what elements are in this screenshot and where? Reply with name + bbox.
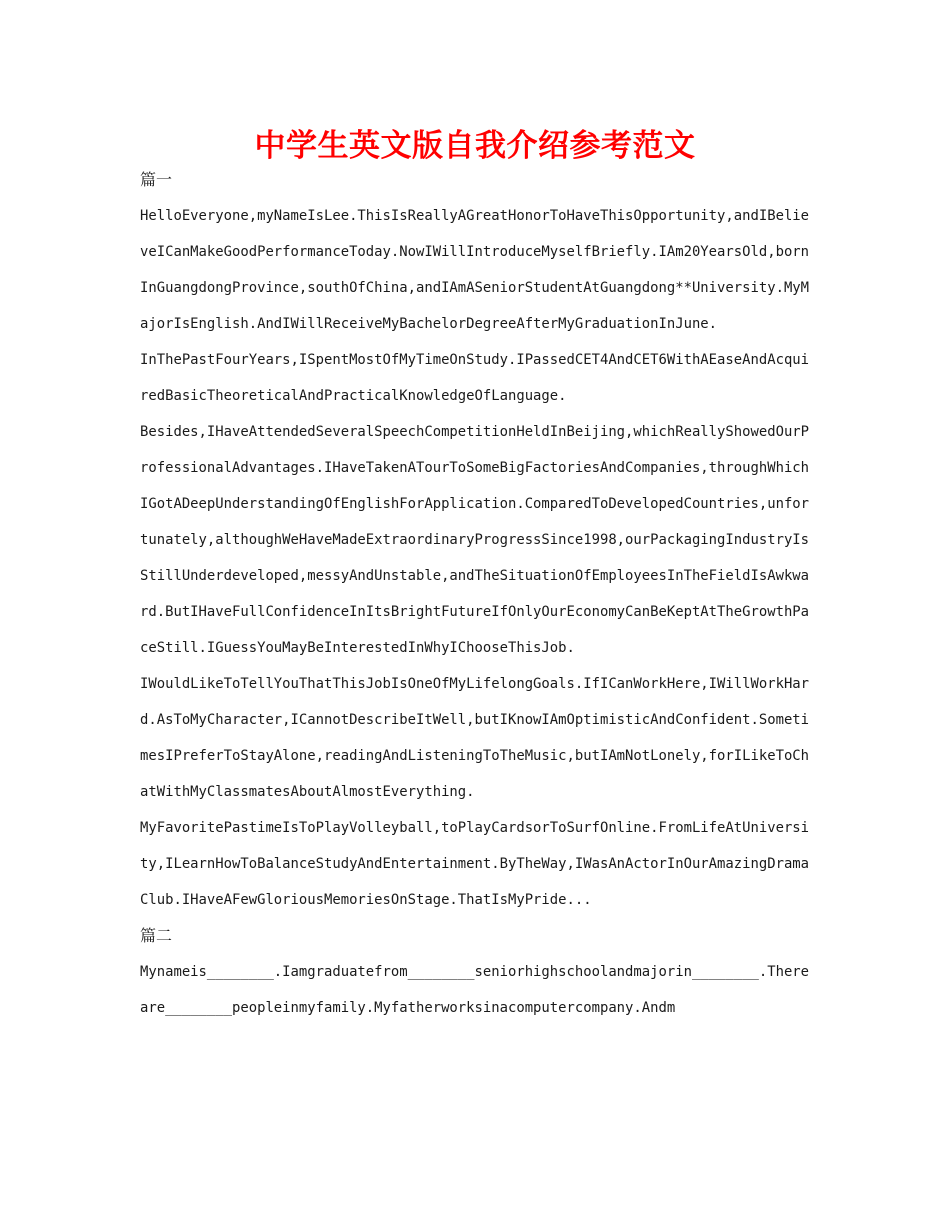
paragraph-6: Mynameis________.Iamgraduatefrom________seniorhighschoolandmajorin________.Thereare________peopleinmyfamily.Myfatherworksinacomputercompany.Andm [140, 964, 810, 1016]
paragraph-3: Besides,IHaveAttendedSeveralSpeechCompetitionHeldInBeijing,whichReallyShowedOurProfessionalAdvantages.IHaveTakenATourToSomeBigFactoriesAndCompanies,throughWhichIGotADeepUnderstandingOfEnglishForApplication.ComparedToDevelopedCountries,unfortunately,althoughWeHaveMadeExtraordinaryProgressSince1998,ourPackagingIndustryIsStillUnderdeveloped,messyAndUnstable,andTheSituationOfEmployeesInTheFieldIsAwkward.ButIHaveFullConfidenceInItsBrightFutureIfOnlyOurEconomyCanBeKeptAtTheGrowthPaceStill.IGuessYouMayBeInterestedInWhyIChooseThisJob. [140, 424, 810, 656]
paragraph-2: InThePastFourYears,ISpentMostOfMyTimeOnStudy.IPassedCET4AndCET6WithAEaseAndAcquiredBasicTheoreticalAndPracticalKnowledgeOfLanguage. [140, 352, 810, 404]
section-heading-2: 篇二 [140, 926, 173, 945]
section-heading-1: 篇一 [140, 170, 173, 189]
paragraph-4: IWouldLikeToTellYouThatThisJobIsOneOfMyLifelongGoals.IfICanWorkHere,IWillWorkHard.AsToMyCharacter,ICannotDescribeItWell,butIKnowIAmOptimisticAndConfident.SometimesIPreferToStayAlone,readingAndListeningToTheMusic,butIAmNotLonely,forILikeToChatWithMyClassmatesAboutAlmostEverything. [140, 676, 810, 800]
paragraph-5: MyFavoritePastimeIsToPlayVolleyball,toPlayCardsorToSurfOnline.FromLifeAtUniversity,ILearnHowToBalanceStudyAndEntertainment.ByTheWay,IWasAnActorInOurAmazingDramaClub.IHaveAFewGloriousMemoriesOnStage.ThatIsMyPride... [140, 820, 810, 908]
document-title: 中学生英文版自我介绍参考范文 [254, 128, 696, 164]
document-body [140, 162, 812, 1026]
paragraph-1: HelloEveryone,myNameIsLee.ThisIsReallyAGreatHonorToHaveThisOpportunity,andIBelieveICanMakeGoodPerformanceToday.NowIWillIntroduceMyselfBriefly.IAm20YearsOld,bornInGuangdongProvince,southOfChina,andIAmASeniorStudentAtGuangdong**University.MyMajorIsEnglish.AndIWillReceiveMyBachelorDegreeAfterMyGraduationInJune. [140, 208, 810, 332]
